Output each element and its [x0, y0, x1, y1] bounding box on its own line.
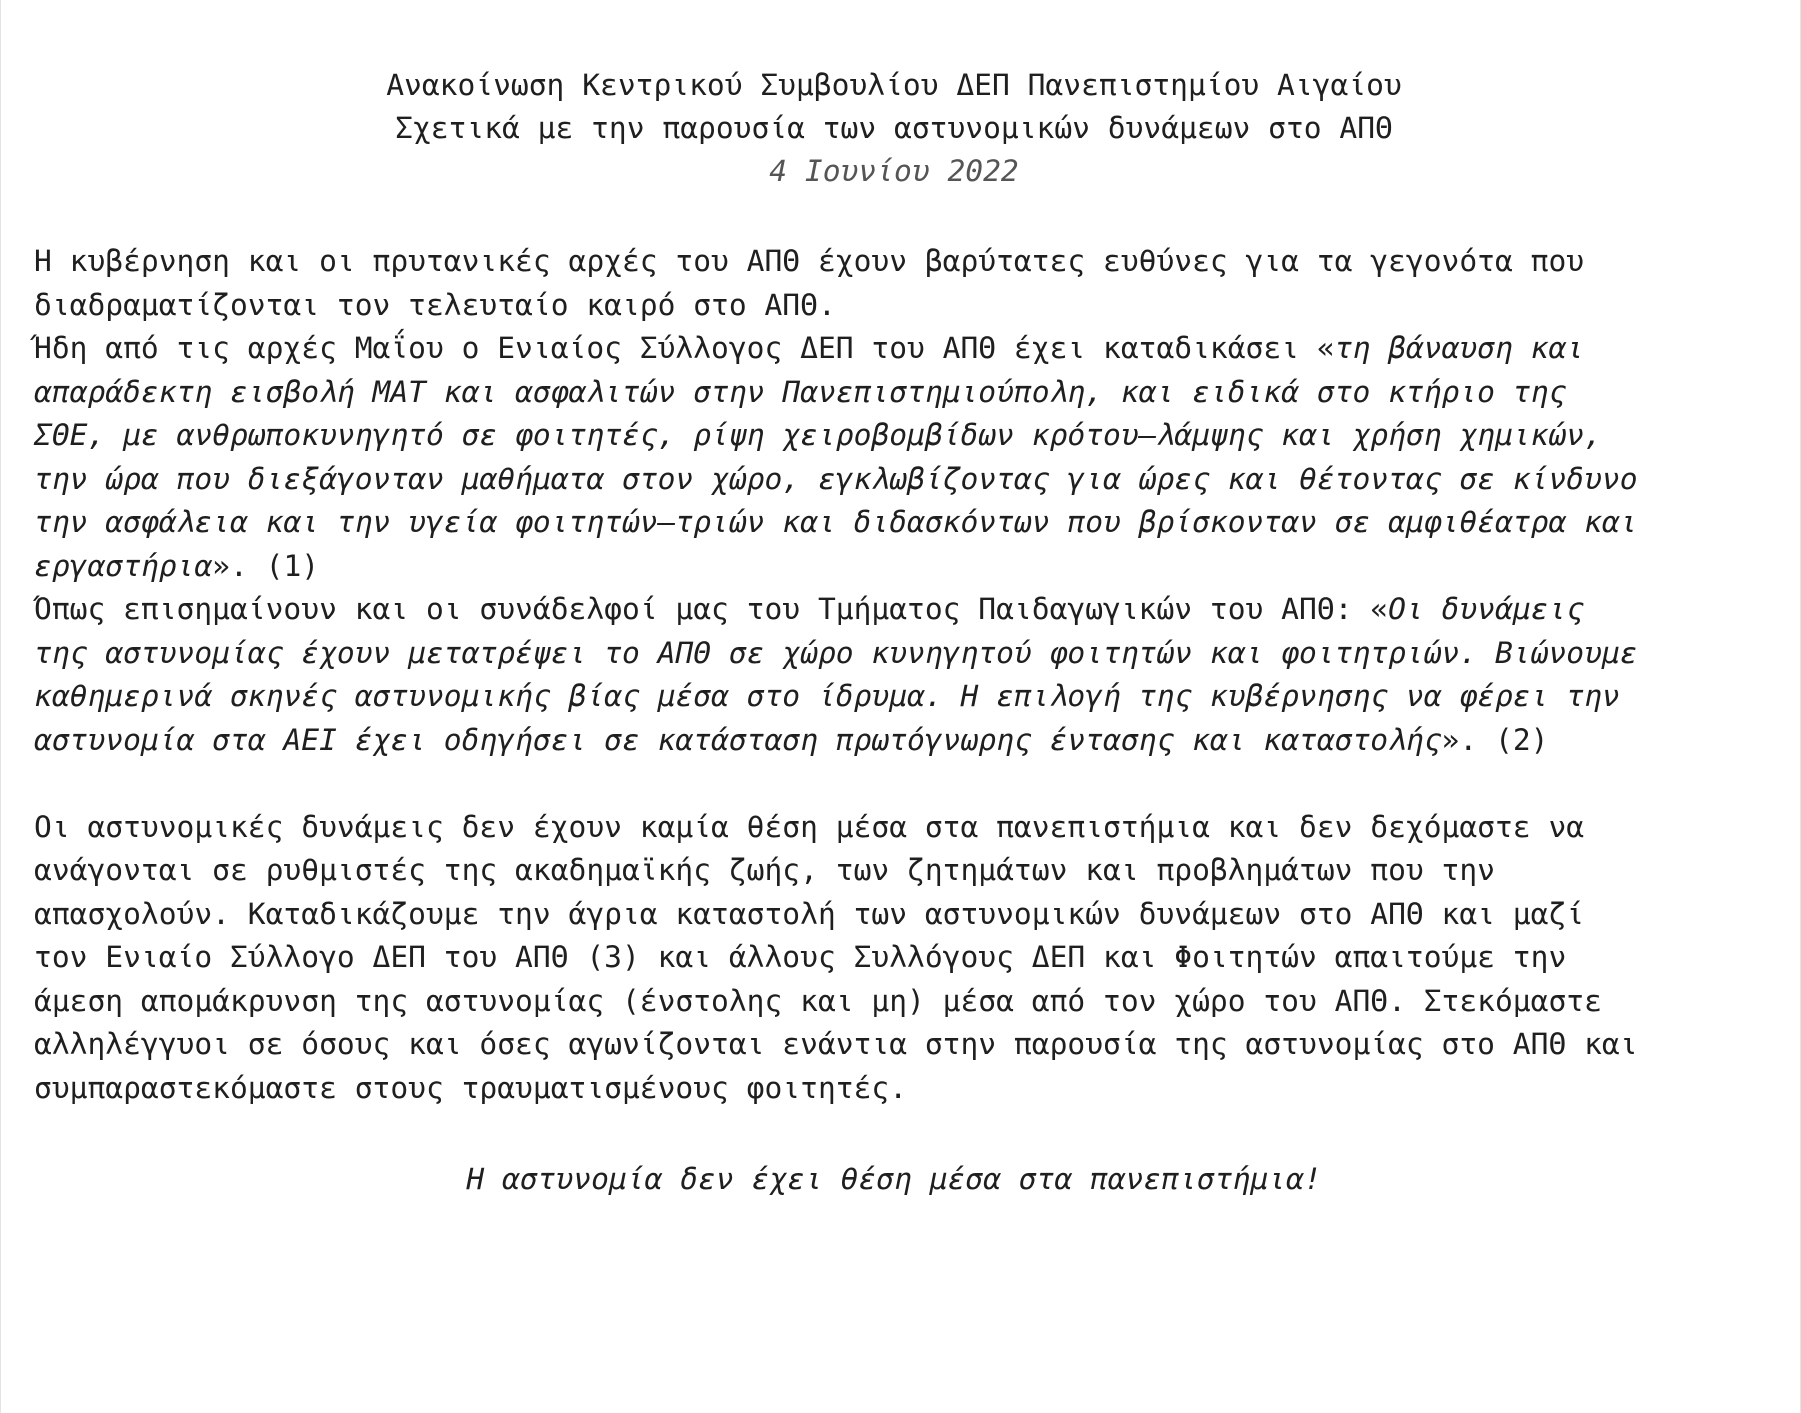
text-span: ». (1) — [212, 548, 320, 583]
text-line: ανάγονται σε ρυθμιστές της ακαδημαϊκής ζωής, των ζητημάτων και προβλημάτων που την — [34, 853, 1495, 887]
text-line — [34, 545, 1786, 589]
text-line: συμπαραστεκόμαστε στους τραυματισμένους φοιτητές. — [34, 1070, 908, 1105]
announcement-title: Ανακοίνωση Κεντρικού Συμβουλίου ΔΕΠ Πανεπιστημίου Αιγαίου — [386, 68, 1402, 102]
text-span: Ήδη από τις αρχές Μαΐου ο Ενιαίος Σύλλογος ΔΕΠ του ΑΠΘ έχει καταδικάσει « — [34, 331, 1335, 365]
quote-line: καθημερινά σκηνές αστυνομικής βίας μέσα στο ίδρυμα. Η επιλογή της κυβέρνησης να φέρει την — [34, 679, 1620, 713]
text-line: διαδραματίζονται τον τελευταίο καιρό στο ΑΠΘ. — [34, 287, 836, 322]
quote-line: την ώρα που διεξάγονταν μαθήματα στον χώρο, εγκλωβίζοντας για ώρες και θέτοντας σε κίνδυνο — [34, 461, 1638, 496]
quote-span: Οι δυνάμεις — [1388, 592, 1585, 626]
text-line — [34, 588, 1786, 632]
text-line: αλληλέγγυοι σε όσους και όσες αγωνίζονται ενάντια στην παρουσία της αστυνομίας στο ΑΠΘ και — [34, 1027, 1638, 1061]
paragraph-2 — [34, 806, 1786, 1111]
text-line: Η κυβέρνηση και οι πρυτανικές αρχές του ΑΠΘ έχουν βαρύτατες ευθύνες για τα γεγονότα που — [34, 244, 1585, 278]
spacer — [34, 762, 1786, 806]
quote-span: εργαστήρια — [34, 548, 213, 583]
text-line: άμεση απομάκρυνση της αστυνομίας (ένστολης και μη) μέσα από τον χώρο του ΑΠΘ. Στεκόμαστε — [34, 983, 1602, 1018]
announcement-subtitle: Σχετικά με την παρουσία των αστυνομικών δυνάμεων στο ΑΠΘ — [395, 111, 1393, 145]
spacer — [34, 196, 1786, 240]
quote-span: αστυνομία στα ΑΕΙ έχει οδηγήσει σε κατάσταση πρωτόγνωρης έντασης και καταστολής — [34, 722, 1442, 757]
quote-line: την ασφάλεια και την υγεία φοιτητών–τριών και διδασκόντων που βρίσκονταν σε αμφιθέατρα και — [34, 505, 1638, 539]
quote-line: απαράδεκτη εισβολή ΜΑΤ και ασφαλιτών στην Πανεπιστημιούπολη, και ειδικά στο κτήριο της — [34, 374, 1567, 409]
announcement-date: 4 Ιουνίου 2022 — [769, 154, 1019, 188]
closing-slogan: Η αστυνομία δεν έχει θέση μέσα στα πανεπιστήμια! — [466, 1161, 1322, 1196]
quote-line: ΣΘΕ, με ανθρωποκυνηγητό σε φοιτητές, ρίψη χειροβομβίδων κρότου–λάμψης και χρήση χημικών, — [34, 418, 1602, 452]
text-span: ». (2) — [1441, 722, 1549, 757]
announcement-body — [34, 60, 1786, 1204]
text-line: απασχολούν. Καταδικάζουμε την άγρια καταστολή των αστυνομικών δυνάμεων στο ΑΠΘ και μαζί — [34, 896, 1585, 931]
text-line: Οι αστυνομικές δυνάμεις δεν έχουν καμία θέση μέσα στα πανεπιστήμια και δεν δεχόμαστε να — [34, 809, 1585, 844]
text-line: τον Ενιαίο Σύλλογο ΔΕΠ του ΑΠΘ (3) και άλλους Συλλόγους ΔΕΠ και Φοιτητών απαιτούμε την — [34, 940, 1567, 974]
spacer — [34, 1110, 1786, 1154]
text-span: Όπως επισημαίνουν και οι συνάδελφοί μας του Τμήματος Παιδαγωγικών του ΑΠΘ: « — [34, 592, 1389, 626]
quote-span: τη βάναυση και — [1334, 331, 1585, 365]
text-line — [34, 327, 1786, 371]
text-line — [34, 719, 1786, 763]
paragraph-1 — [34, 240, 1786, 762]
quote-line: της αστυνομίας έχουν μετατρέψει το ΑΠΘ σε χώρο κυνηγητού φοιτητών και φοιτητριών. Βιώνουμε — [34, 635, 1638, 670]
